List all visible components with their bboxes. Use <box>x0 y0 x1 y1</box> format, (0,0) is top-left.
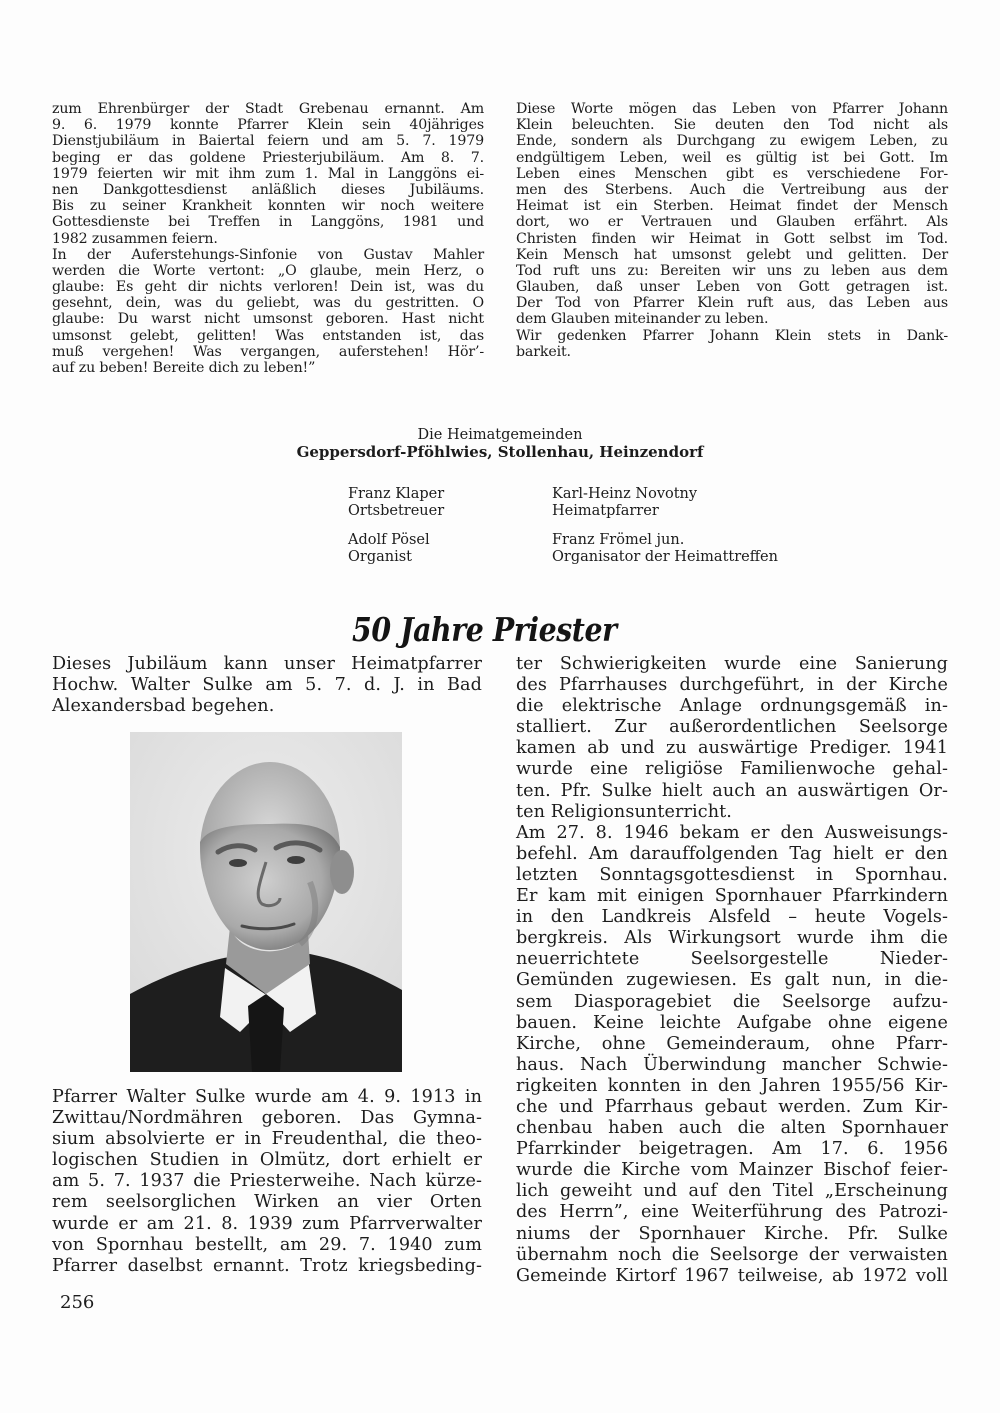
text-line: des Herrn”, eine Weiterführung des Patrozi- <box>516 1202 948 1223</box>
text-line: sem Diasporagebiet die Seelsorge aufzu- <box>516 991 948 1012</box>
text-line: 1979 feierten wir mit ihm zum 1. Mal in Langgöns ei- <box>52 165 484 182</box>
text-line: ten. Pfr. Sulke hielt auch an auswärtigen Or- <box>516 780 948 801</box>
text-line: haus. Nach Überwindung mancher Schwie- <box>516 1054 948 1075</box>
text-line: muß vergehen! Was vergangen, auferstehen! Hör’- <box>52 343 484 360</box>
text-line: rigkeiten konnten in den Jahren 1955/56 Kir- <box>516 1075 948 1096</box>
text-line: 9. 6. 1979 konnte Pfarrer Klein sein 40jähriges <box>52 117 484 134</box>
text-line: die elektrische Anlage ordnungsgemäß in- <box>516 696 948 717</box>
text-line: glaube: Du warst nicht umsonst geboren. Hast nicht <box>52 311 484 328</box>
text-line: Klein beleuchten. Sie deuten den Tod nicht als <box>516 117 948 134</box>
article-title: 50 Jahre Priester <box>352 610 617 649</box>
article-right-column <box>516 654 948 1287</box>
text-line: Alexandersbad begehen. <box>52 696 275 717</box>
text-line: werden die Worte vertont: „O glaube, mein Herz, o <box>52 262 484 279</box>
text-line: Der Tod von Pfarrer Klein ruft aus, das Leben aus <box>516 295 948 312</box>
text-line: dort, wo er Vertrauen und Glauben erfährt. Als <box>516 214 948 231</box>
text-line: rem seelsorglichen Wirken an vier Orten <box>52 1192 482 1213</box>
text-line: Am 27. 8. 1946 bekam er den Ausweisungs- <box>516 822 948 843</box>
text-line: Dieses Jubiläum kann unser Heimatpfarrer <box>52 654 482 674</box>
article-biography <box>52 1087 482 1277</box>
text-line: Pfarrkinder beigetragen. Am 17. 6. 1956 <box>516 1139 948 1160</box>
text-line: Ende, sondern als Durchgang zu ewigem Leben, zu <box>516 133 948 150</box>
article-intro <box>52 654 482 717</box>
text-line: befehl. Am darauffolgenden Tag hielt er den <box>516 843 948 864</box>
portrait-photo <box>130 732 402 1072</box>
signatory-role: Heimatpfarrer <box>552 503 659 519</box>
obituary-right-column <box>516 101 948 360</box>
text-line: niums der Spornhauer Kirche. Pfr. Sulke <box>516 1223 948 1244</box>
text-line: Pfarrer Walter Sulke wurde am 4. 9. 1913 in <box>52 1087 482 1107</box>
signatory-role: Ortsbetreuer <box>348 503 445 519</box>
text-line: zum Ehrenbürger der Stadt Grebenau ernannt. Am <box>52 101 484 117</box>
text-line: stalliert. Zur außerordentlichen Seelsorge <box>516 717 948 738</box>
text-line: glaube: Es geht dir nichts verloren! Dein ist, was du <box>52 279 484 296</box>
text-line: Heimat ist ein Sterben. Heimat findet der Mensch <box>516 198 948 215</box>
text-line: bergkreis. Als Wirkungsort wurde ihm die <box>516 928 948 949</box>
signatory-name: Karl-Heinz Novotny <box>552 486 698 502</box>
text-line: logischen Studien in Olmütz, dort erhielt er <box>52 1150 482 1171</box>
text-line: men des Sterbens. Auch die Vertreibung aus der <box>516 181 948 198</box>
text-line: des Pfarrhauses durchgeführt, in der Kirche <box>516 675 948 696</box>
signatory-name: Adolf Pösel <box>348 532 430 548</box>
portrait-image <box>130 732 402 1072</box>
text-line: ten Religionsunterricht. <box>516 801 732 822</box>
text-line: Zwittau/Nordmähren geboren. Das Gymna- <box>52 1108 482 1129</box>
text-line: wurde er am 21. 8. 1939 zum Pfarrverwalter <box>52 1213 482 1234</box>
text-line: Gemeinde Kirtorf 1967 teilweise, ab 1972 voll <box>516 1265 948 1286</box>
text-line: auf zu beben! Bereite dich zu leben!” <box>52 360 316 376</box>
text-line: Dienstjubiläum in Baiertal feiern und am 5. 7. 1979 <box>52 133 484 150</box>
text-line: Gemünden zugewiesen. Es galt nun, in die- <box>516 970 948 991</box>
signatory-role: Organist <box>348 549 412 565</box>
obituary-left-column <box>52 101 484 376</box>
text-line: Kein Mensch hat umsonst gelebt und gelitten. Der <box>516 246 948 263</box>
text-line: Pfarrer daselbst ernannt. Trotz kriegsbeding- <box>52 1255 482 1276</box>
text-line: in den Landkreis Alsfeld – heute Vogels- <box>516 907 948 928</box>
signoff-heading: Die Heimatgemeinden <box>417 427 583 443</box>
text-line: In der Auferstehungs-Sinfonie von Gustav Mahler <box>52 246 484 263</box>
text-line: wurde eine religiöse Familienwoche gehal- <box>516 759 948 780</box>
text-line: kamen ab und zu auswärtige Prediger. 1941 <box>516 738 948 759</box>
text-line: gesehnt, dein, was du geliebt, was du gestritten. O <box>52 295 484 312</box>
text-line: neuerrichtete Seelsorgestelle Nieder- <box>516 949 948 970</box>
text-line: Gottesdienste bei Treffen in Langgöns, 1981 und <box>52 214 484 231</box>
text-line: beging er das goldene Priesterjubiläum. Am 8. 7. <box>52 149 484 166</box>
text-line: Christen finden wir Heimat in Gott selbst im Tod. <box>516 230 948 247</box>
text-line: letzten Sonntagsgottesdienst in Spornhau. <box>516 864 948 885</box>
text-line: Leben eines Menschen gibt es verschiedene For- <box>516 165 948 182</box>
text-line: umsonst gelebt, gelitten! Was entstanden ist, das <box>52 327 484 344</box>
text-line: von Spornhau bestellt, am 29. 7. 1940 zum <box>52 1234 482 1255</box>
text-line: lich geweiht und auf den Titel „Erscheinung <box>516 1181 948 1202</box>
text-line: chenbau haben auch die alten Spornhauer <box>516 1118 948 1139</box>
signatory <box>348 486 444 520</box>
text-line: wurde die Kirche vom Mainzer Bischof feier- <box>516 1160 948 1181</box>
text-line: übernahm noch die Seelsorge der verwaisten <box>516 1244 948 1265</box>
signatory-name: Franz Klaper <box>348 486 445 502</box>
text-line: Hochw. Walter Sulke am 5. 7. d. J. in Bad <box>52 675 482 696</box>
text-line: Glauben, daß unser Leben von Gott getragen ist. <box>516 279 948 296</box>
text-line: Bis zu seiner Krankheit konnten wir noch weitere <box>52 198 484 215</box>
text-line: am 5. 7. 1937 die Priesterweihe. Nach kürze- <box>52 1171 482 1192</box>
text-line: dem Glauben miteinander zu leben. <box>516 311 769 328</box>
signatory <box>348 532 430 566</box>
text-line: ter Schwierigkeiten wurde eine Sanierung <box>516 654 948 674</box>
text-line: Er kam mit einigen Spornhauer Pfarrkindern <box>516 886 948 907</box>
text-line: barkeit. <box>516 343 571 360</box>
page-number: 256 <box>60 1292 95 1313</box>
text-line: Kirche, ohne Gemeinderaum, ohne Pfarr- <box>516 1033 948 1054</box>
text-line: Diese Worte mögen das Leben von Pfarrer Johann <box>516 101 948 117</box>
text-line: Tod ruft uns zu: Bereiten wir uns zu leben aus dem <box>516 262 948 279</box>
signatory-name: Franz Frömel jun. <box>552 532 685 548</box>
text-line: bauen. Keine leichte Aufgabe ohne eigene <box>516 1012 948 1033</box>
signoff-communities: Geppersdorf-Pföhlwies, Stollenhau, Heinzendorf <box>296 443 704 461</box>
signatory <box>552 486 697 520</box>
text-line: nen Dankgottesdienst anläßlich dieses Jubiläums. <box>52 181 484 198</box>
text-line: che und Pfarrhaus gebaut werden. Zum Kir- <box>516 1096 948 1117</box>
signatory-role: Organisator der Heimattreffen <box>552 549 778 565</box>
text-line: sium absolvierte er in Freudenthal, die theo- <box>52 1129 482 1150</box>
text-line: endgültigem Leben, weil es gültig ist bei Gott. Im <box>516 149 948 166</box>
signatory <box>552 532 778 566</box>
text-line: 1982 zusammen feiern. <box>52 230 218 247</box>
text-line: Wir gedenken Pfarrer Johann Klein stets in Dank- <box>516 327 948 344</box>
